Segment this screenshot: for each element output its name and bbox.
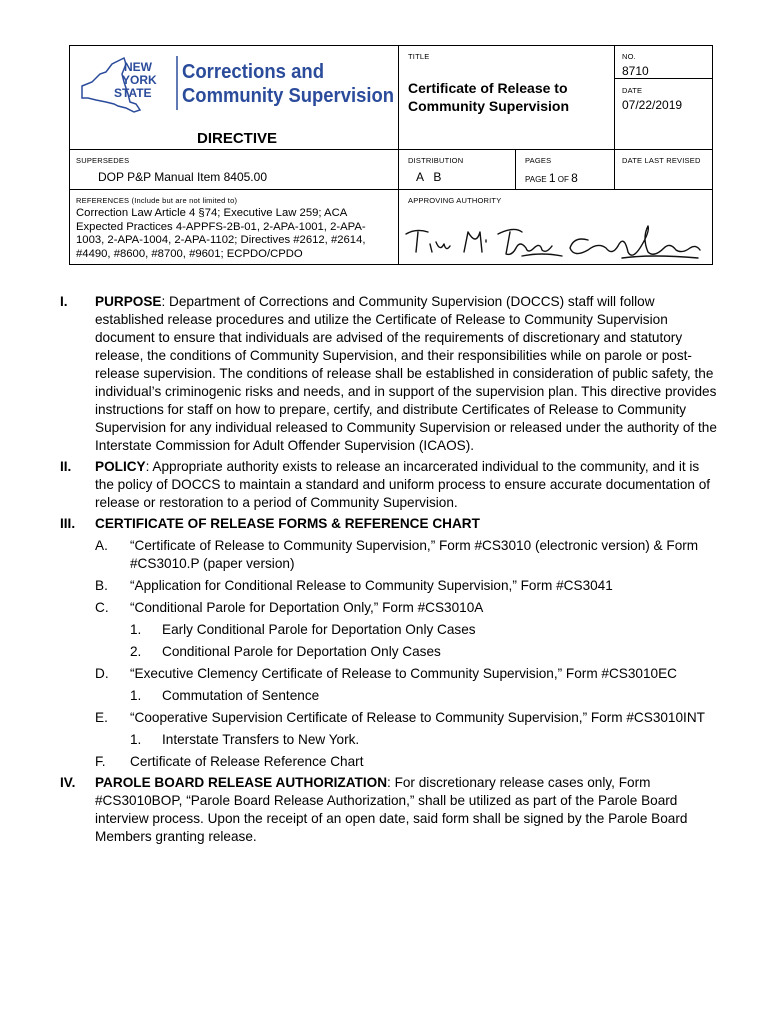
item-marker: 1.	[130, 688, 142, 703]
list-item	[130, 731, 720, 749]
supersedes-label: SUPERSEDES	[76, 156, 130, 165]
section-text: : Appropriate authority exists to release an incarcerated individual to the community, and it is the policy of DOCCS to maintain a standard and uniform process to ensure accurate documentation of release or restoration to a period of Community Supervision.	[95, 459, 711, 510]
list-item	[95, 577, 720, 595]
section-policy	[60, 458, 720, 512]
directive-header-table	[69, 45, 713, 265]
directive-date: 07/22/2019	[622, 98, 683, 112]
item-marker: D.	[95, 666, 109, 681]
nys-map-logo-icon	[78, 52, 398, 122]
pages-value	[525, 171, 578, 185]
list-item	[130, 643, 720, 661]
title-label: TITLE	[408, 52, 430, 61]
item-text: Early Conditional Parole for Deportation Only Cases	[162, 622, 476, 637]
list-item	[95, 665, 720, 705]
section-number: II.	[60, 459, 72, 474]
item-marker: 2.	[130, 644, 142, 659]
section-purpose	[60, 293, 720, 455]
section-number: III.	[60, 516, 76, 531]
item-text: Commutation of Sentence	[162, 688, 320, 703]
item-marker: E.	[95, 710, 108, 725]
references-label: REFERENCES (Include but are not limited to)	[76, 196, 238, 205]
section-heading: CERTIFICATE OF RELEASE FORMS & REFERENCE CHART	[95, 516, 480, 531]
item-text: “Application for Conditional Release to Community Supervision,” Form #CS3041	[130, 578, 613, 593]
state-word-state: STATE	[114, 86, 152, 100]
distribution-label: DISTRIBUTION	[408, 156, 464, 165]
list-item	[130, 621, 720, 639]
section-number: I.	[60, 294, 68, 309]
section-heading: POLICY	[95, 459, 146, 474]
date-last-revised-label: DATE LAST REVISED	[622, 156, 701, 165]
references-value: Correction Law Article 4 §74; Executive Law 259; ACA Expected Practices 4-APPFS-2B-01, 2-APA-1001, 2-APA-1003, 2-APA-1004, 2-APA-1102; Directives #2612, #2614, #4490, #8600, #8700, #9601; ECPDO/CPDO	[76, 207, 366, 260]
directive-body	[60, 293, 720, 846]
item-text: “Cooperative Supervision Certificate of Release to Community Supervision,” Form #CS3010INT	[130, 710, 705, 725]
pages-total: 8	[571, 171, 578, 185]
section-heading: PURPOSE	[95, 294, 162, 309]
list-item	[95, 709, 720, 749]
agency-name-line2: Community Supervision	[182, 85, 394, 107]
section-text: : Department of Corrections and Community Supervision (DOCCS) staff will follow established release procedures and utilize the Certificate of Release to Community Supervision document to ensure that individuals are advised of the requirements of discretionary and statutory release, the conditions of Community Supervision, and their responsibilities while on parole or post-release supervision. The conditions of release shall be established in consideration of public safety, the individual’s criminogenic risks and needs, and in support of the supervision plan. This directive provides instructions for staff on how to prepare, certify, and distribute Certificates of Release to Community Supervision for any individual released to Community Supervision or released under the authority of the Interstate Commission for Adult Offender Supervision (ICAOS).	[95, 294, 717, 453]
pages-prefix: PAGE	[525, 175, 547, 184]
agency-name-line1: Corrections and	[182, 61, 324, 83]
item-marker: 1.	[130, 622, 142, 637]
directive-label: DIRECTIVE	[197, 130, 278, 147]
item-text: “Executive Clemency Certificate of Release to Community Supervision,” Form #CS3010EC	[130, 666, 677, 681]
supersedes-value: DOP P&P Manual Item 8405.00	[98, 170, 267, 184]
list-item	[130, 687, 720, 705]
state-word-new: NEW	[124, 60, 152, 74]
section-forms	[60, 515, 720, 771]
section-text: : For discretionary release cases only, Form #CS3010BOP, “Parole Board Release Authorization,” shall be utilized as part of the Parole Board interview process. Upon the receipt of an open date, said form shall be signed by the Parole Board Members granting release.	[95, 775, 688, 844]
directive-number: 8710	[622, 64, 649, 78]
item-text: “Conditional Parole for Deportation Only,” Form #CS3010A	[130, 600, 484, 615]
item-marker: 1.	[130, 732, 142, 747]
approving-signature	[402, 218, 712, 262]
list-item	[95, 753, 720, 771]
list-item	[95, 599, 720, 661]
pages-current: 1	[548, 171, 556, 185]
item-marker: C.	[95, 600, 109, 615]
pages-label: PAGES	[525, 156, 552, 165]
item-text: Interstate Transfers to New York.	[162, 732, 360, 747]
item-marker: F.	[95, 754, 106, 769]
pages-of: OF	[557, 175, 569, 184]
item-marker: A.	[95, 538, 108, 553]
item-marker: B.	[95, 578, 108, 593]
item-text: Conditional Parole for Deportation Only Cases	[162, 644, 441, 659]
no-label: NO.	[622, 52, 636, 61]
date-label: DATE	[622, 86, 643, 95]
directive-title: Certificate of Release to Community Supervision	[408, 80, 570, 114]
item-text: “Certificate of Release to Community Supervision,” Form #CS3010 (electronic version) & Form #CS3010.P (paper version)	[130, 538, 699, 571]
list-item	[95, 537, 720, 573]
item-text: Certificate of Release Reference Chart	[130, 754, 364, 769]
distribution-value: A B	[416, 170, 442, 184]
approving-authority-label: APPROVING AUTHORITY	[408, 196, 502, 205]
section-number: IV.	[60, 775, 76, 790]
section-parole-board	[60, 774, 720, 846]
section-heading: PAROLE BOARD RELEASE AUTHORIZATION	[95, 775, 388, 790]
state-word-york: YORK	[122, 73, 157, 87]
